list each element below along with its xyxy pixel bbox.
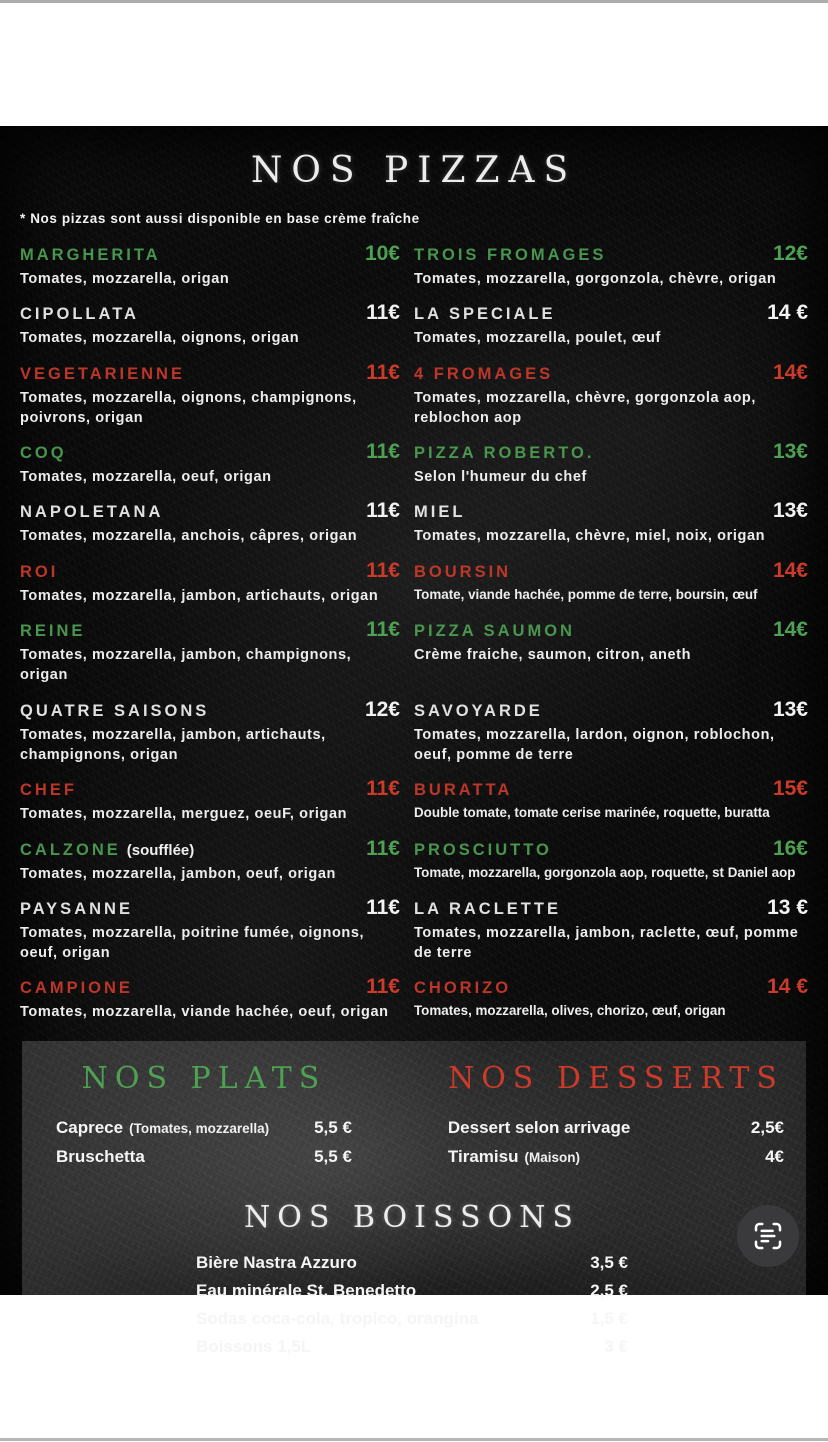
pizza-ingredients: Tomates, mozzarella, oignons, champignons, poivrons, origan <box>20 389 357 426</box>
pizza-name: TROIS FROMAGES <box>414 246 607 264</box>
desserts-section <box>382 1055 788 1176</box>
menu-row <box>56 1118 352 1138</box>
pizza-ingredients: Double tomate, tomate cerise marinée, roquette, buratta <box>414 805 770 821</box>
pizza-item <box>414 896 808 964</box>
pizza-price: 11€ <box>366 301 400 325</box>
pizza-price: 12€ <box>772 242 808 265</box>
pizza-ingredients: Tomates, mozzarella, jambon, champignons, origan <box>20 647 352 684</box>
pizza-price: 14€ <box>772 618 808 642</box>
pizza-name: CHEF <box>20 781 77 800</box>
item-qualifier: (Maison) <box>524 1149 580 1165</box>
pizza-list <box>20 242 808 1035</box>
pizza-item <box>20 559 400 606</box>
item-price: 3 € <box>604 1336 628 1356</box>
boissons-title: NOS BOISSONS <box>244 1199 580 1235</box>
menu-row <box>448 1147 784 1167</box>
pizza-item <box>20 698 400 766</box>
menu-row <box>448 1118 784 1138</box>
pizza-name: PIZZA ROBERTO. <box>414 444 595 463</box>
item-name: Tiramisu <box>447 1146 519 1166</box>
pizza-ingredients: Tomates, mozzarella, chèvre, miel, noix, origan <box>414 528 766 545</box>
pizza-item <box>20 837 400 884</box>
pizza-ingredients: Tomates, mozzarella, viande hachée, oeuf, origan <box>20 1004 389 1021</box>
pizza-name: CALZONE <box>20 840 121 859</box>
pizza-item <box>414 698 808 766</box>
pizza-ingredients: Tomates, mozzarella, jambon, raclette, œuf, pomme de terre <box>414 924 799 962</box>
bottom-panel <box>22 1041 806 1377</box>
live-text-scan-icon <box>752 1220 784 1252</box>
pizza-item <box>414 618 808 686</box>
pizza-price: 14 € <box>767 975 808 999</box>
pizza-item <box>414 777 808 824</box>
pizza-ingredients: Tomates, mozzarella, oeuf, origan <box>20 469 272 486</box>
pizza-price: 11€ <box>366 618 400 642</box>
pizza-price: 14€ <box>772 360 808 384</box>
pizza-name: CHORIZO <box>414 979 512 998</box>
pizza-ingredients: Tomates, mozzarella, olives, chorizo, œuf, origan <box>414 1003 726 1019</box>
pizza-ingredients: Crème fraiche, saumon, citron, aneth <box>414 647 692 664</box>
pizza-ingredients: Tomates, mozzarella, chèvre, gorgonzola aop, reblochon aop <box>414 389 756 426</box>
item-name: Dessert selon arrivage <box>447 1117 631 1137</box>
pizza-ingredients: Tomates, mozzarella, jambon, oeuf, origan <box>20 865 336 882</box>
pizza-name: PAYSANNE <box>20 899 133 918</box>
desserts-title: NOS DESSERTS <box>447 1060 784 1096</box>
plats-section <box>36 1055 382 1176</box>
pizza-name: VEGETARIENNE <box>20 364 185 383</box>
plats-title: NOS PLATS <box>81 1060 327 1096</box>
pizza-item <box>414 440 808 487</box>
pizza-item <box>414 975 808 1022</box>
pizza-price: 13 € <box>767 895 808 919</box>
pizza-item <box>20 777 400 824</box>
item-name: Boissons 1,5L <box>196 1336 312 1356</box>
pizza-item <box>414 361 808 429</box>
pizza-item <box>20 618 400 686</box>
pizzas-title: NOS PIZZAS <box>250 150 578 191</box>
pizza-item <box>20 301 400 348</box>
item-name: Bière Nastra Azzuro <box>196 1252 357 1272</box>
pizza-name: BOURSIN <box>414 562 512 581</box>
pizza-item <box>20 361 400 429</box>
pizza-ingredients: Tomates, mozzarella, anchois, câpres, origan <box>20 528 358 545</box>
pizza-item <box>20 242 400 289</box>
menu-photo <box>0 126 828 1356</box>
pizza-ingredients: Selon l'humeur du chef <box>414 469 587 486</box>
menu-row <box>196 1281 628 1301</box>
pizza-price: 11€ <box>366 777 400 801</box>
pizza-ingredients: Tomates, mozzarella, jambon, artichauts, origan <box>20 587 379 604</box>
pizza-price: 13€ <box>772 697 808 721</box>
pizza-name: PIZZA SAUMON <box>414 622 575 641</box>
item-name: Bruschetta <box>56 1146 145 1166</box>
item-name: Caprece <box>56 1117 124 1137</box>
pizza-item <box>414 837 808 884</box>
pizza-price: 14 € <box>767 301 808 325</box>
pizza-name: BURATTA <box>414 781 513 800</box>
pizza-price: 11€ <box>366 558 400 582</box>
pizza-item <box>414 499 808 546</box>
pizza-name: SAVOYARDE <box>414 701 543 720</box>
pizza-price: 14€ <box>772 558 808 582</box>
pizza-price: 16€ <box>772 836 808 860</box>
pizza-ingredients: Tomates, mozzarella, gorgonzola, chèvre, origan <box>414 271 777 287</box>
item-name: Eau minérale St. Benedetto <box>196 1280 417 1300</box>
pizza-price: 11€ <box>366 895 400 919</box>
pizza-ingredients: Tomates, mozzarella, lardon, oignon, roblochon, oeuf, pomme de terre <box>414 726 775 763</box>
item-price: 5,5 € <box>314 1146 352 1166</box>
pizza-price: 11€ <box>366 440 400 464</box>
pizza-price: 13€ <box>772 440 808 464</box>
pizza-price: 11€ <box>366 360 400 384</box>
item-price: 4€ <box>765 1146 784 1166</box>
pizza-item <box>20 440 400 487</box>
item-price: 5,5 € <box>314 1117 352 1137</box>
pizza-item <box>414 301 808 348</box>
menu-row <box>196 1253 628 1273</box>
menu-row <box>196 1337 628 1357</box>
pizza-price: 11€ <box>366 836 400 860</box>
boissons-list <box>196 1253 628 1357</box>
pizza-ingredients: Tomates, mozzarella, merguez, oeuF, origan <box>20 806 348 823</box>
pizza-item <box>20 896 400 964</box>
pizza-name: PROSCIUTTO <box>414 840 552 859</box>
pizza-ingredients: Tomates, mozzarella, jambon, artichauts, champignons, origan <box>20 726 326 763</box>
pizza-name: 4 FROMAGES <box>414 364 554 383</box>
pizza-price: 12€ <box>364 697 400 721</box>
pizza-ingredients: Tomates, mozzarella, oignons, origan <box>20 330 300 347</box>
menu-row <box>56 1147 352 1167</box>
item-price: 2,5 € <box>590 1280 628 1300</box>
pizza-name: COQ <box>20 444 67 463</box>
item-price: 2,5€ <box>750 1117 784 1137</box>
live-text-button[interactable] <box>737 1205 799 1267</box>
pizza-price: 15€ <box>772 777 808 801</box>
pizza-name: REINE <box>20 622 86 641</box>
bottom-divider <box>0 1438 828 1441</box>
pizza-name: QUATRE SAISONS <box>20 701 210 720</box>
pizza-item <box>20 499 400 546</box>
pizza-item <box>414 559 808 606</box>
pizza-item <box>414 242 808 289</box>
item-qualifier: (Tomates, mozzarella) <box>129 1120 270 1136</box>
pizza-name: ROI <box>20 562 59 581</box>
pizza-ingredients: Tomates, mozzarella, poitrine fumée, oignons, oeuf, origan <box>20 924 365 962</box>
pizza-name: LA RACLETTE <box>414 899 561 918</box>
pizza-price: 13€ <box>772 499 808 523</box>
pizza-name: CAMPIONE <box>20 979 133 998</box>
pizza-price: 11€ <box>366 499 400 523</box>
pizza-name: CIPOLLATA <box>20 305 139 324</box>
pizza-name: MIEL <box>414 503 466 522</box>
item-name: Sodas coca-cola, tropico, orangina <box>196 1308 479 1328</box>
pizza-qualifier: (soufflée) <box>126 841 195 859</box>
top-divider <box>0 0 828 3</box>
menu-row <box>196 1309 628 1329</box>
pizza-name: MARGHERITA <box>20 246 161 264</box>
pizza-ingredients: Tomate, viande hachée, pomme de terre, boursin, œuf <box>414 586 758 602</box>
item-price: 1,5 € <box>590 1308 628 1328</box>
pizza-name: NAPOLETANA <box>20 503 164 522</box>
pizza-price: 10€ <box>364 242 400 265</box>
pizza-ingredients: Tomates, mozzarella, origan <box>20 271 230 287</box>
pizza-ingredients: Tomates, mozzarella, poulet, œuf <box>414 330 661 347</box>
pizza-name: LA SPECIALE <box>414 305 556 324</box>
pizza-price: 11€ <box>366 975 400 999</box>
pizza-ingredients: Tomate, mozzarella, gorgonzola aop, roquette, st Daniel aop <box>414 864 796 880</box>
item-price: 3,5 € <box>590 1252 628 1272</box>
creme-fraiche-note: * Nos pizzas sont aussi disponible en base crème fraîche <box>20 211 420 226</box>
pizza-item <box>20 975 400 1022</box>
